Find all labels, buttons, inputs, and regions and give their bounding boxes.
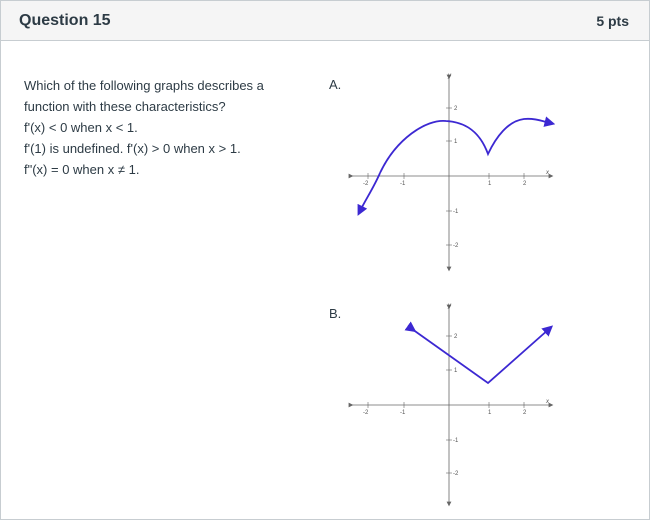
graph-a-xtick-1: -2 <box>363 181 369 187</box>
graph-b-xtick-4: 2 <box>523 410 527 416</box>
question-line-2: function with these characteristics? <box>24 99 226 114</box>
graph-b-ytick-3: -1 <box>453 438 459 444</box>
graph-b-ytick-4: -2 <box>453 471 459 477</box>
question-text <box>24 75 314 180</box>
graph-a[interactable] <box>346 69 556 274</box>
graph-b-ytick-2: 1 <box>454 368 458 374</box>
graph-b-curve <box>412 329 549 383</box>
graph-a-xtick-2: -1 <box>400 181 406 187</box>
graph-a-ytick-3: -1 <box>453 209 459 215</box>
graph-b[interactable] <box>346 299 556 509</box>
question-line-5: f"(x) = 0 when x ≠ 1. <box>24 162 140 177</box>
question-line-3: f'(x) < 0 when x < 1. <box>24 120 138 135</box>
question-line-1: Which of the following graphs describes a <box>24 78 264 93</box>
graph-b-x-name: x <box>546 399 549 405</box>
graph-a-xtick-3: 1 <box>488 181 492 187</box>
question-points: 5 pts <box>596 12 629 29</box>
graph-b-ytick-1: 2 <box>454 334 458 340</box>
graph-a-ytick-2: 1 <box>454 139 458 145</box>
question-line-4: f'(1) is undefined. f'(x) > 0 when x > 1. <box>24 141 241 156</box>
graph-b-xtick-2: -1 <box>400 410 406 416</box>
graph-a-curve <box>380 119 550 173</box>
graph-a-ytick-4: -2 <box>453 243 459 249</box>
question-title: Question 15 <box>19 11 111 29</box>
graph-b-xtick-3: 1 <box>488 410 492 416</box>
option-a-label[interactable]: A. <box>329 77 342 92</box>
graph-a-ytick-1: 2 <box>454 106 458 112</box>
question-header <box>1 1 649 41</box>
graph-a-y-name: y <box>448 73 451 79</box>
option-b-label[interactable]: B. <box>329 306 342 321</box>
graph-a-xtick-4: 2 <box>523 181 527 187</box>
graph-a-curve-tail <box>360 173 380 211</box>
graph-a-x-name: x <box>546 170 549 176</box>
graph-b-xtick-1: -2 <box>363 410 369 416</box>
graph-b-y-name: y <box>448 303 451 309</box>
